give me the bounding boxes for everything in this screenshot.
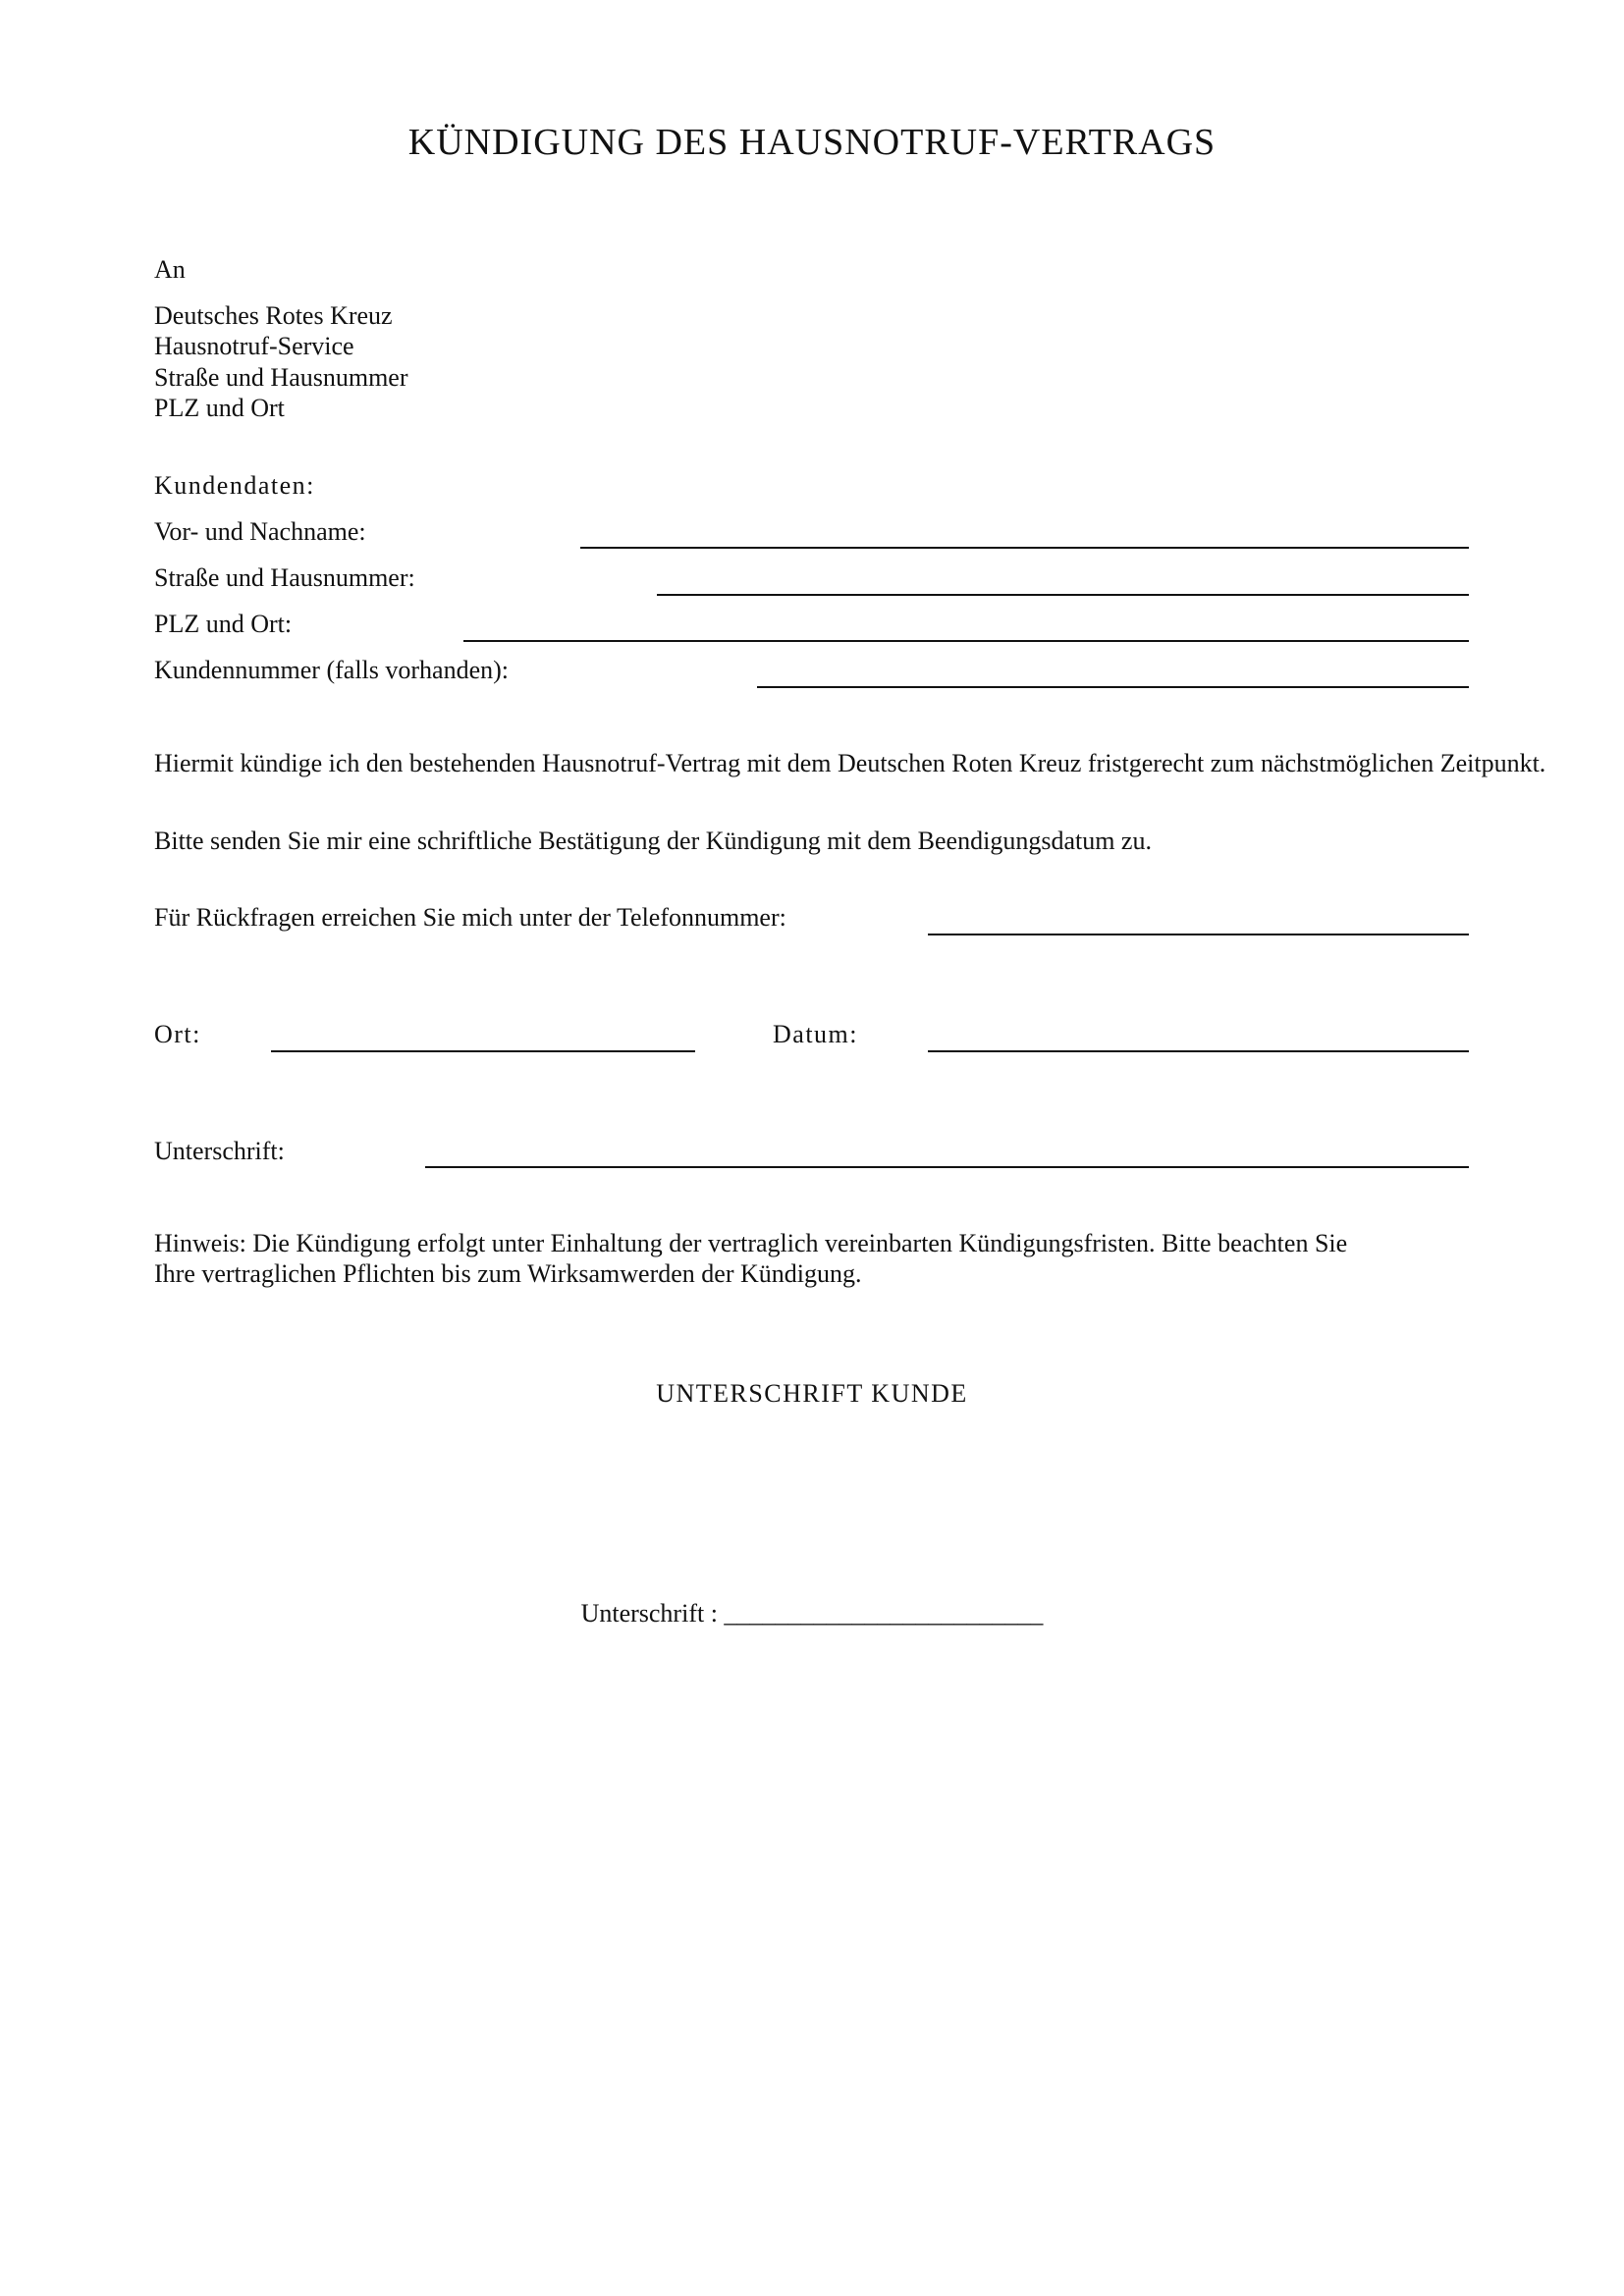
recipient-intro: An: [154, 255, 186, 284]
customer-city-label: PLZ und Ort:: [154, 610, 293, 638]
customer-street-label: Straße und Hausnummer:: [154, 563, 415, 592]
phone-line[interactable]: [928, 934, 1469, 935]
customer-city-line[interactable]: [463, 640, 1469, 642]
signature-label: Unterschrift:: [154, 1137, 285, 1165]
signature-line[interactable]: [425, 1166, 1469, 1168]
customer-signature-heading: UNTERSCHRIFT KUNDE: [656, 1379, 968, 1408]
customer-name-line[interactable]: [580, 547, 1469, 549]
customer-name-label: Vor- und Nachname:: [154, 517, 366, 546]
notice-line-2: Ihre vertraglichen Pflichten bis zum Wirksamwerden der Kündigung.: [154, 1259, 862, 1288]
confirmation-request: Bitte senden Sie mir eine schriftliche Bestätigung der Kündigung mit dem Beendigungsdatum zu.: [154, 827, 1152, 855]
customer-data-heading: Kundendaten:: [154, 471, 315, 500]
footer-signature-line: Unterschrift : _________________________: [580, 1599, 1044, 1628]
recipient-line-city: PLZ und Ort: [154, 394, 285, 422]
notice-line-1: Hinweis: Die Kündigung erfolgt unter Einhaltung der vertraglich vereinbarten Kündigungsfristen. Bitte beachten Sie: [154, 1229, 1348, 1257]
cancellation-statement: Hiermit kündige ich den bestehenden Hausnotruf-Vertrag mit dem Deutschen Roten Kreuz fristgerecht zum nächstmöglichen Zeitpunkt.: [154, 749, 1546, 777]
customer-number-line[interactable]: [757, 686, 1469, 688]
date-label: Datum:: [773, 1020, 858, 1048]
document-title: KÜNDIGUNG DES HAUSNOTRUF-VERTRAGS: [407, 122, 1217, 163]
recipient-line-organization: Deutsches Rotes Kreuz: [154, 301, 393, 330]
recipient-line-service: Hausnotruf-Service: [154, 332, 354, 360]
date-line[interactable]: [928, 1050, 1469, 1052]
recipient-line-street: Straße und Hausnummer: [154, 363, 408, 392]
customer-number-label: Kundennummer (falls vorhanden):: [154, 656, 510, 684]
phone-label: Für Rückfragen erreichen Sie mich unter der Telefonnummer:: [154, 903, 786, 932]
place-line[interactable]: [271, 1050, 695, 1052]
customer-street-line[interactable]: [657, 594, 1469, 596]
place-label: Ort:: [154, 1020, 201, 1048]
